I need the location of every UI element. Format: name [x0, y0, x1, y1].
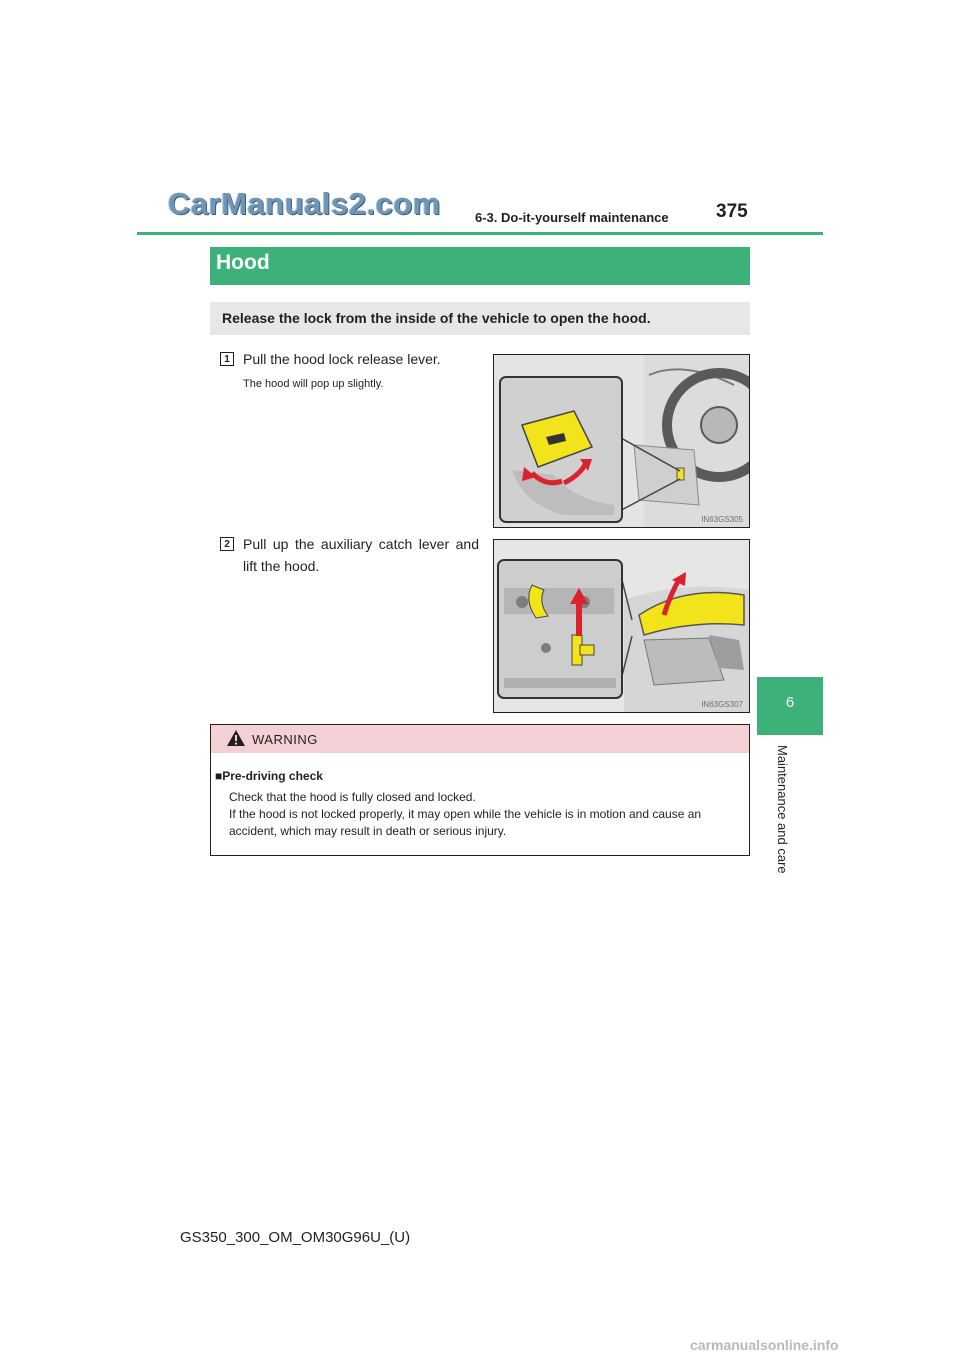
figure-auxiliary-catch-lever — [493, 539, 750, 713]
title-bar — [210, 247, 750, 285]
figure-hood-release-lever — [493, 354, 750, 528]
step-1-text: Pull the hood lock release lever. — [243, 351, 441, 367]
step-2-text: Pull up the auxiliary catch lever and lift the hood. — [243, 536, 479, 574]
auxiliary-catch-illustration — [494, 540, 749, 712]
intro-text: Release the lock from the inside of the vehicle to open the hood. — [222, 310, 651, 326]
warning-title: WARNING — [252, 732, 318, 747]
watermark-logo: CarManuals2.com — [168, 186, 441, 221]
header-rule — [137, 232, 823, 235]
step-1-note: The hood will pop up slightly. — [243, 378, 384, 390]
page-title: Hood — [216, 251, 270, 274]
step-2-badge: 2 — [220, 537, 234, 551]
chapter-tab-number: 6 — [785, 694, 795, 711]
page-number: 375 — [716, 201, 748, 222]
hood-release-lever-illustration — [494, 355, 749, 527]
figure-code: IN63GS307 — [701, 700, 743, 709]
manual-code: GS350_300_OM_OM30G96U_(U) — [180, 1229, 411, 1246]
watermark-footer: carmanualsonline.info — [690, 1337, 839, 1353]
warning-body — [229, 789, 743, 840]
step-1-badge: 1 — [220, 352, 234, 366]
chapter-tab-caption: Maintenance and care — [775, 745, 790, 874]
warning-bullet-title: ■Pre-driving check — [215, 769, 323, 783]
warning-triangle-icon — [226, 729, 246, 752]
figure-code: IN63GS305 — [701, 515, 743, 524]
section-label: 6-3. Do-it-yourself maintenance — [475, 210, 669, 225]
warning-line: If the hood is not locked properly, it may open while the vehicle is in motion and cause an accident, which may result in death or serious injury. — [229, 807, 702, 838]
warning-line: Check that the hood is fully closed and locked. — [229, 790, 476, 804]
